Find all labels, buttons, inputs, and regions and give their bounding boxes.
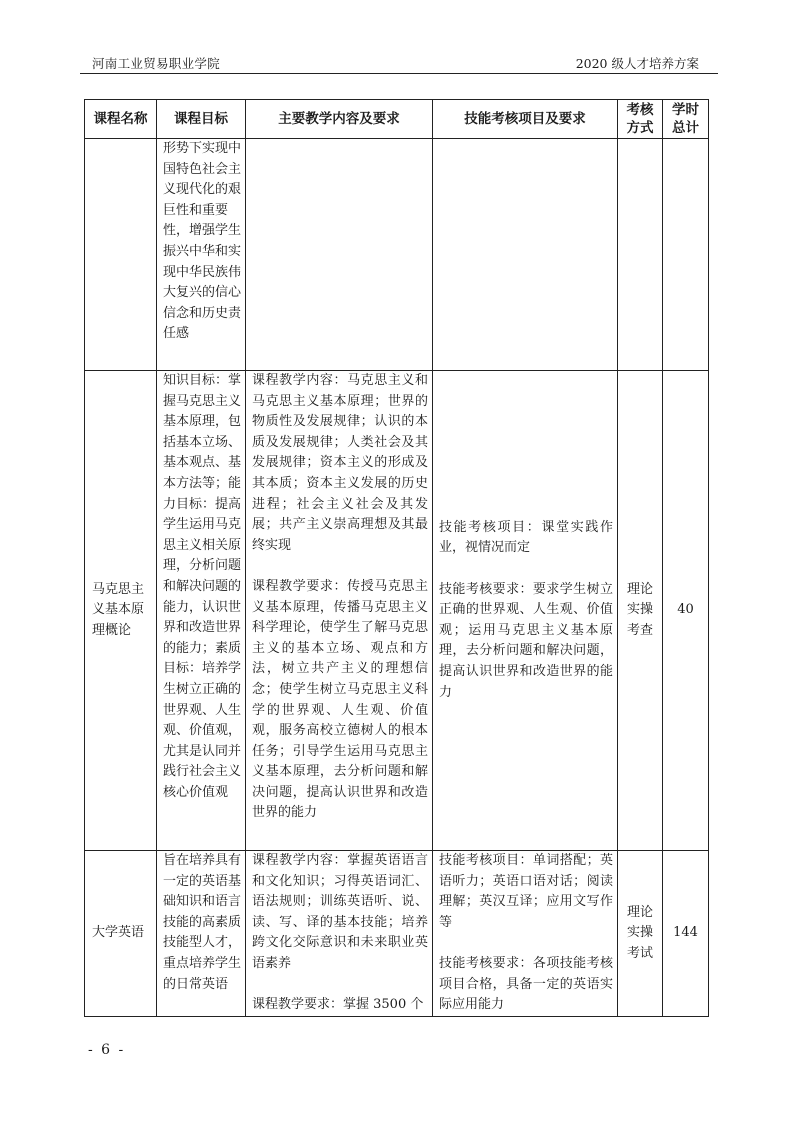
table-row <box>85 371 709 851</box>
header-document-title: 2020 级人才培养方案 <box>575 56 699 71</box>
table-row <box>85 139 709 371</box>
course-content-cell <box>246 371 433 851</box>
teaching-requirement-text: 课程教学要求：掌握 3500 个 <box>252 997 424 1013</box>
course-goal-cell: 知识目标：掌握马克思主义基本原理，包括基本立场、基本观点、基本方法等；能力目标：提高学生运用马克思主义相关原理，分析问题和解决问题的能力，认识世界和改造世界的能力；素质目标：培养学生树立正确的世界观、人生观、价值观，尤其是认同并践行社会主义核心价值观 <box>157 371 246 851</box>
table-header-row <box>85 100 709 139</box>
course-content-cell <box>246 851 433 1017</box>
column-header-course-name: 课程名称 <box>85 100 157 139</box>
table-row <box>85 851 709 1017</box>
teaching-content-text: 课程教学内容：马克思主义和马克思主义基本原理；世界的物质性及发展规律；认识的本质及发展规律；人类社会及其发展规律；资本主义的形成及其本质；资本主义发展的历史进程；社会主义社会及其发展；共产主义崇高理想及其最终实现 <box>252 373 428 553</box>
teaching-content-text: 课程教学内容：掌握英语语言和文化知识；习得英语词汇、语法规则；训练英语听、说、读、写、译的基本技能；培养跨文化交际意识和未来职业英语素养 <box>252 853 428 971</box>
assessment-mode-cell <box>618 851 663 1017</box>
course-name-cell: 大学英语 <box>85 851 157 1017</box>
teaching-requirement-text: 课程教学要求：传授马克思主义基本原理，传播马克思主义科学理论，使学生了解马克思主义的基本立场、观点和方法，树立共产主义的理想信念；使学生树立马克思主义科学的世界观、人生观、价值观，服务高校立德树人的根本任务；引导学生运用马克思主义基本原理，去分析问题和解决问题，提高认识世界和改造世界的能力 <box>252 578 428 821</box>
page-number: - 6 - <box>88 1042 126 1058</box>
total-hours-cell: 40 <box>663 371 709 851</box>
assessment-mode-label: 考核方式 <box>626 102 654 136</box>
assessment-mode-cell <box>618 371 663 851</box>
column-header-skill-assessment: 技能考核项目及要求 <box>433 100 618 139</box>
assessment-mode-cell <box>618 139 663 371</box>
total-hours-cell <box>663 139 709 371</box>
header-institution: 河南工业贸易职业学院 <box>92 56 221 71</box>
column-header-assessment-mode <box>618 100 663 139</box>
assessment-mode-text: 理论实操考试 <box>626 904 653 961</box>
skill-item-text: 技能考核项目：课堂实践作业，视情况而定 <box>439 519 613 556</box>
skill-assessment-cell <box>433 851 618 1017</box>
skill-requirement-text: 技能考核要求：各项技能考核项目合格，具备一定的英语实际应用能力 <box>439 956 613 1013</box>
course-name-cell <box>85 139 157 371</box>
course-goal-cell: 形势下实现中国特色社会主义现代化的艰巨性和重要性，增强学生振兴中华和实现中华民族伟大复兴的信心信念和历史责任感 <box>157 139 246 371</box>
total-hours-label: 学时总计 <box>672 102 699 136</box>
skill-assessment-cell <box>433 139 618 371</box>
skill-item-text: 技能考核项目：单词搭配；英语听力；英语口语对话；阅读理解；英汉互译；应用文写作等 <box>439 853 613 930</box>
column-header-course-goal: 课程目标 <box>157 100 246 139</box>
course-goal-cell: 旨在培养具有一定的英语基础知识和语言技能的高素质技能型人才，重点培养学生的日常英语 <box>157 851 246 1017</box>
assessment-mode-text: 理论实操考查 <box>626 581 653 638</box>
course-name-cell: 马克思主义基本原理概论 <box>85 371 157 851</box>
column-header-main-content: 主要教学内容及要求 <box>246 100 433 139</box>
header-divider <box>80 73 718 74</box>
column-header-total-hours <box>663 100 709 139</box>
course-content-cell <box>246 139 433 371</box>
course-table <box>84 99 709 1017</box>
skill-requirement-text: 技能考核要求：要求学生树立正确的世界观、人生观、价值观；运用马克思主义基本原理，去分析问题和解决问题，提高认识世界和改造世界的能力 <box>439 581 613 700</box>
skill-assessment-cell <box>433 371 618 851</box>
total-hours-cell: 144 <box>663 851 709 1017</box>
